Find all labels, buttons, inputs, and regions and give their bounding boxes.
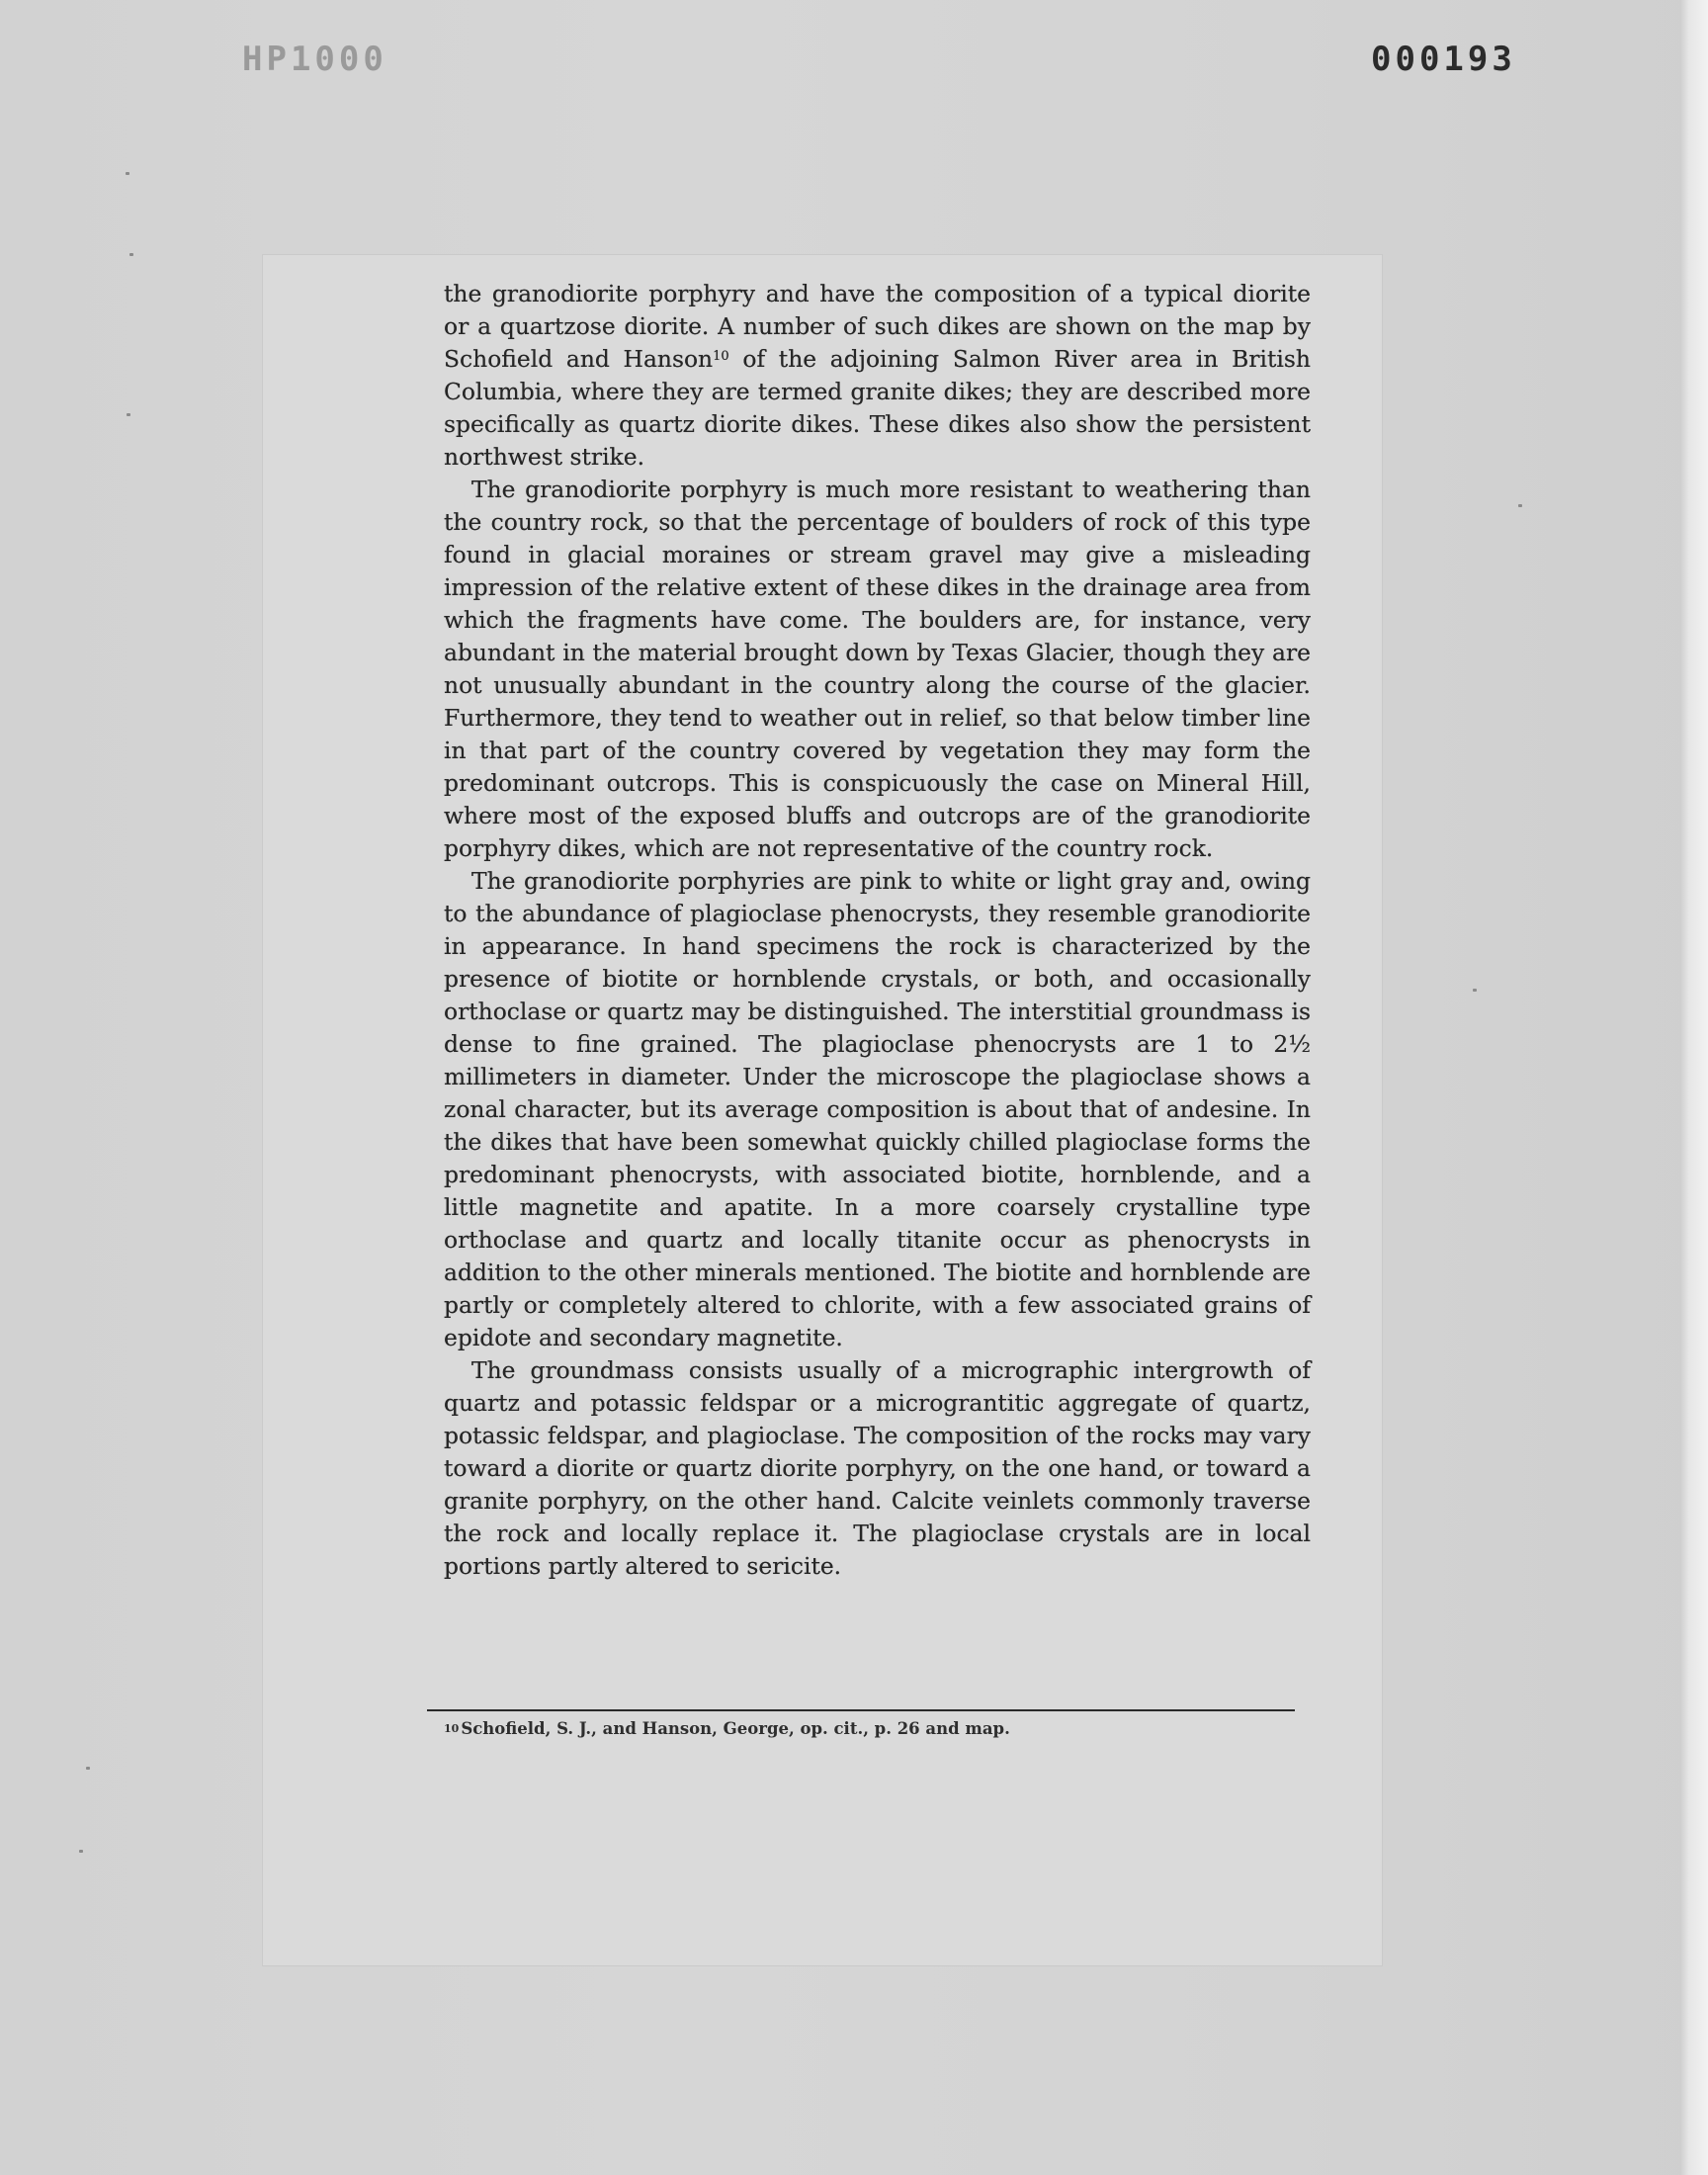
paragraph: The granodiorite porphyries are pink to white or light gray and, owing to the abundance of plagioclase phenocrysts, they resemble granodiorite in appearance. In hand specimens the rock is characterized by the presence of biotite or hornblende crystals, or both, and occasionally orthoclase or quartz may be distinguished. The interstitial groundmass is dense to fine grained. The plagioclase phenocrysts are 1 to 2½ millimeters in diameter. Under the microscope the plagioclase shows a zonal character, but its average composition is about that of andesine. In the dikes that have been somewhat quickly chilled plagioclase forms the predominant phenocrysts, with associated biotite, hornblende, and a little magnetite and apatite. In a more coarsely crystalline type orthoclase and quartz and locally titanite occur as phenocrysts in addition to the other minerals mentioned. The biotite and hornblende are partly or completely altered to chlorite, with a few associated grains of epidote and secondary magnetite.	[444, 867, 1311, 1351]
archive-stamp-left: HP1000	[242, 40, 387, 79]
footnote-text: Schofield, S. J., and Hanson, George, op. cit., p. 26 and map.	[461, 1719, 1010, 1738]
document-page	[263, 255, 1382, 1965]
footnote-divider	[427, 1709, 1295, 1711]
footnote	[444, 1718, 1294, 1740]
paragraph: The groundmass consists usually of a micrographic intergrowth of quartz and potassic feldspar or a micrograntitic aggregate of quartz, potassic feldspar, and plagioclase. The composition of the rocks may vary toward a diorite or quartz diorite porphyry, on the one hand, or toward a granite porphyry, on the other hand. Calcite veinlets commonly traverse the rock and locally replace it. The plagioclase crystals are in local portions partly altered to sericite.	[444, 1356, 1311, 1580]
body-text	[444, 278, 1311, 1583]
dust-speck	[127, 413, 130, 416]
dust-speck	[79, 1850, 83, 1853]
paragraph-text: the granodiorite porphyry and have the composition of a typical diorite or a quartzose diorite. A number of such dikes are shown on the map by Schofield and Hanson	[444, 280, 1311, 373]
dust-speck	[129, 253, 133, 256]
footnote-reference: 10	[713, 349, 729, 364]
page-number-stamp: 000193	[1371, 40, 1516, 79]
paragraph	[444, 278, 1311, 474]
dust-speck	[1473, 989, 1477, 992]
dust-speck	[126, 172, 129, 175]
paragraph: The granodiorite porphyry is much more resistant to weathering than the country rock, so that the percentage of boulders of rock of this type found in glacial moraines or stream gravel may give a misleading impression of the relative extent of these dikes in the drainage area from which the fragments have come. The boulders are, for instance, very abundant in the material brought down by Texas Glacier, though they are not unusually abundant in the country along the course of the glacier. Furthermore, they tend to weather out in relief, so that below timber line in that part of the country covered by vegetation they may form the predominant outcrops. This is conspicuously the case on Mineral Hill, where most of the exposed bluffs and outcrops are of the granodiorite porphyry dikes, which are not representative of the country rock.	[444, 476, 1311, 862]
scanner-edge	[1680, 0, 1708, 2175]
footnote-mark: 10	[444, 1722, 460, 1735]
dust-speck	[86, 1767, 90, 1770]
paragraph-text: of the adjoining Salmon River area in British Columbia, where they are termed granite dikes; they are described more specifically as quartz diorite dikes. These dikes also show the persistent northwest strike.	[444, 345, 1311, 471]
dust-speck	[1518, 504, 1522, 507]
